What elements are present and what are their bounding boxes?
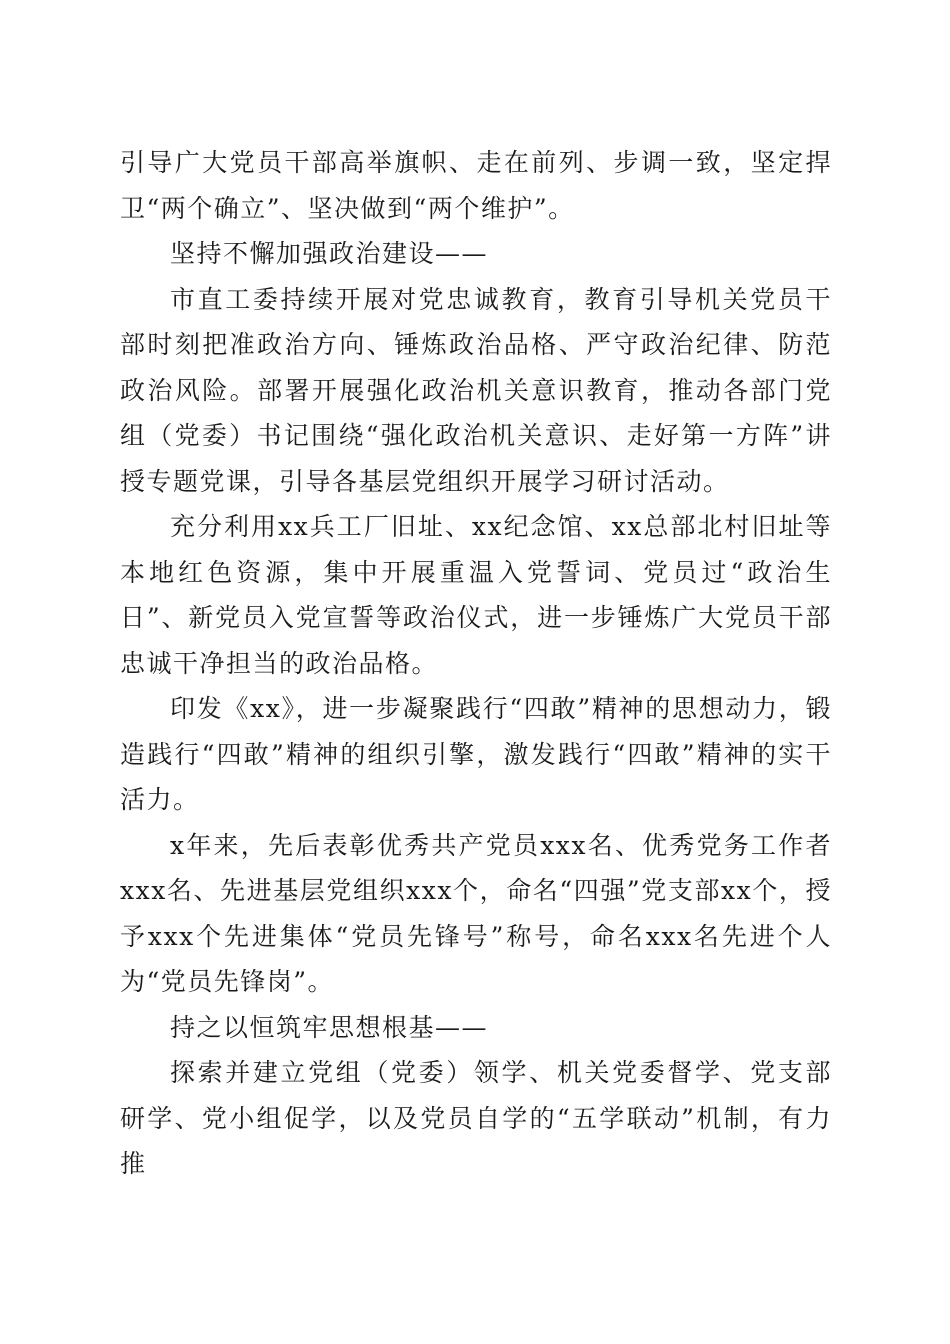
section-heading-ideological-foundation: 持之以恒筑牢思想根基—— xyxy=(170,1012,489,1042)
paragraph-4: 印发《xx》，进一步凝聚践行“四敢”精神的思想动力，锻造践行“四敢”精神的组织引擎，激发践行“四敢”精神的实干活力。 xyxy=(120,694,832,814)
paragraph-5: x年来，先后表彰优秀共产党员xxx名、优秀党务工作者xxx名、先进基层党组织xxx个，命名“四强”党支部xx个，授予xxx个先进集体“党员先锋号”称号，命名xxx名先进个人为“党员先锋岗”。 xyxy=(120,830,832,996)
paragraph-2: 市直工委持续开展对党忠诚教育，教育引导机关党员干部时刻把准政治方向、锤炼政治品格、严守政治纪律、防范政治风险。部署开展强化政治机关意识教育，推动各部门党组（党委）书记围绕“强化政治机关意识、走好第一方阵”讲授专题党课，引导各基层党组织开展学习研讨活动。 xyxy=(120,284,832,496)
section-heading-political-building: 坚持不懈加强政治建设—— xyxy=(170,239,489,268)
document-body xyxy=(120,140,832,1187)
paragraph-1: 引导广大党员干部高举旗帜、走在前列、步调一致，坚定捍卫“两个确立”、坚决做到“两个维护”。 xyxy=(120,148,832,223)
paragraph-6: 探索并建立党组（党委）领学、机关党委督学、党支部研学、党小组促学，以及党员自学的“五学联动”机制，有力推 xyxy=(120,1058,832,1178)
paragraph-3: 充分利用xx兵工厂旧址、xx纪念馆、xx总部北村旧址等本地红色资源，集中开展重温入党誓词、党员过“政治生日”、新党员入党宣誓等政治仪式，进一步锤炼广大党员干部忠诚干净担当的政治品格。 xyxy=(120,512,832,678)
